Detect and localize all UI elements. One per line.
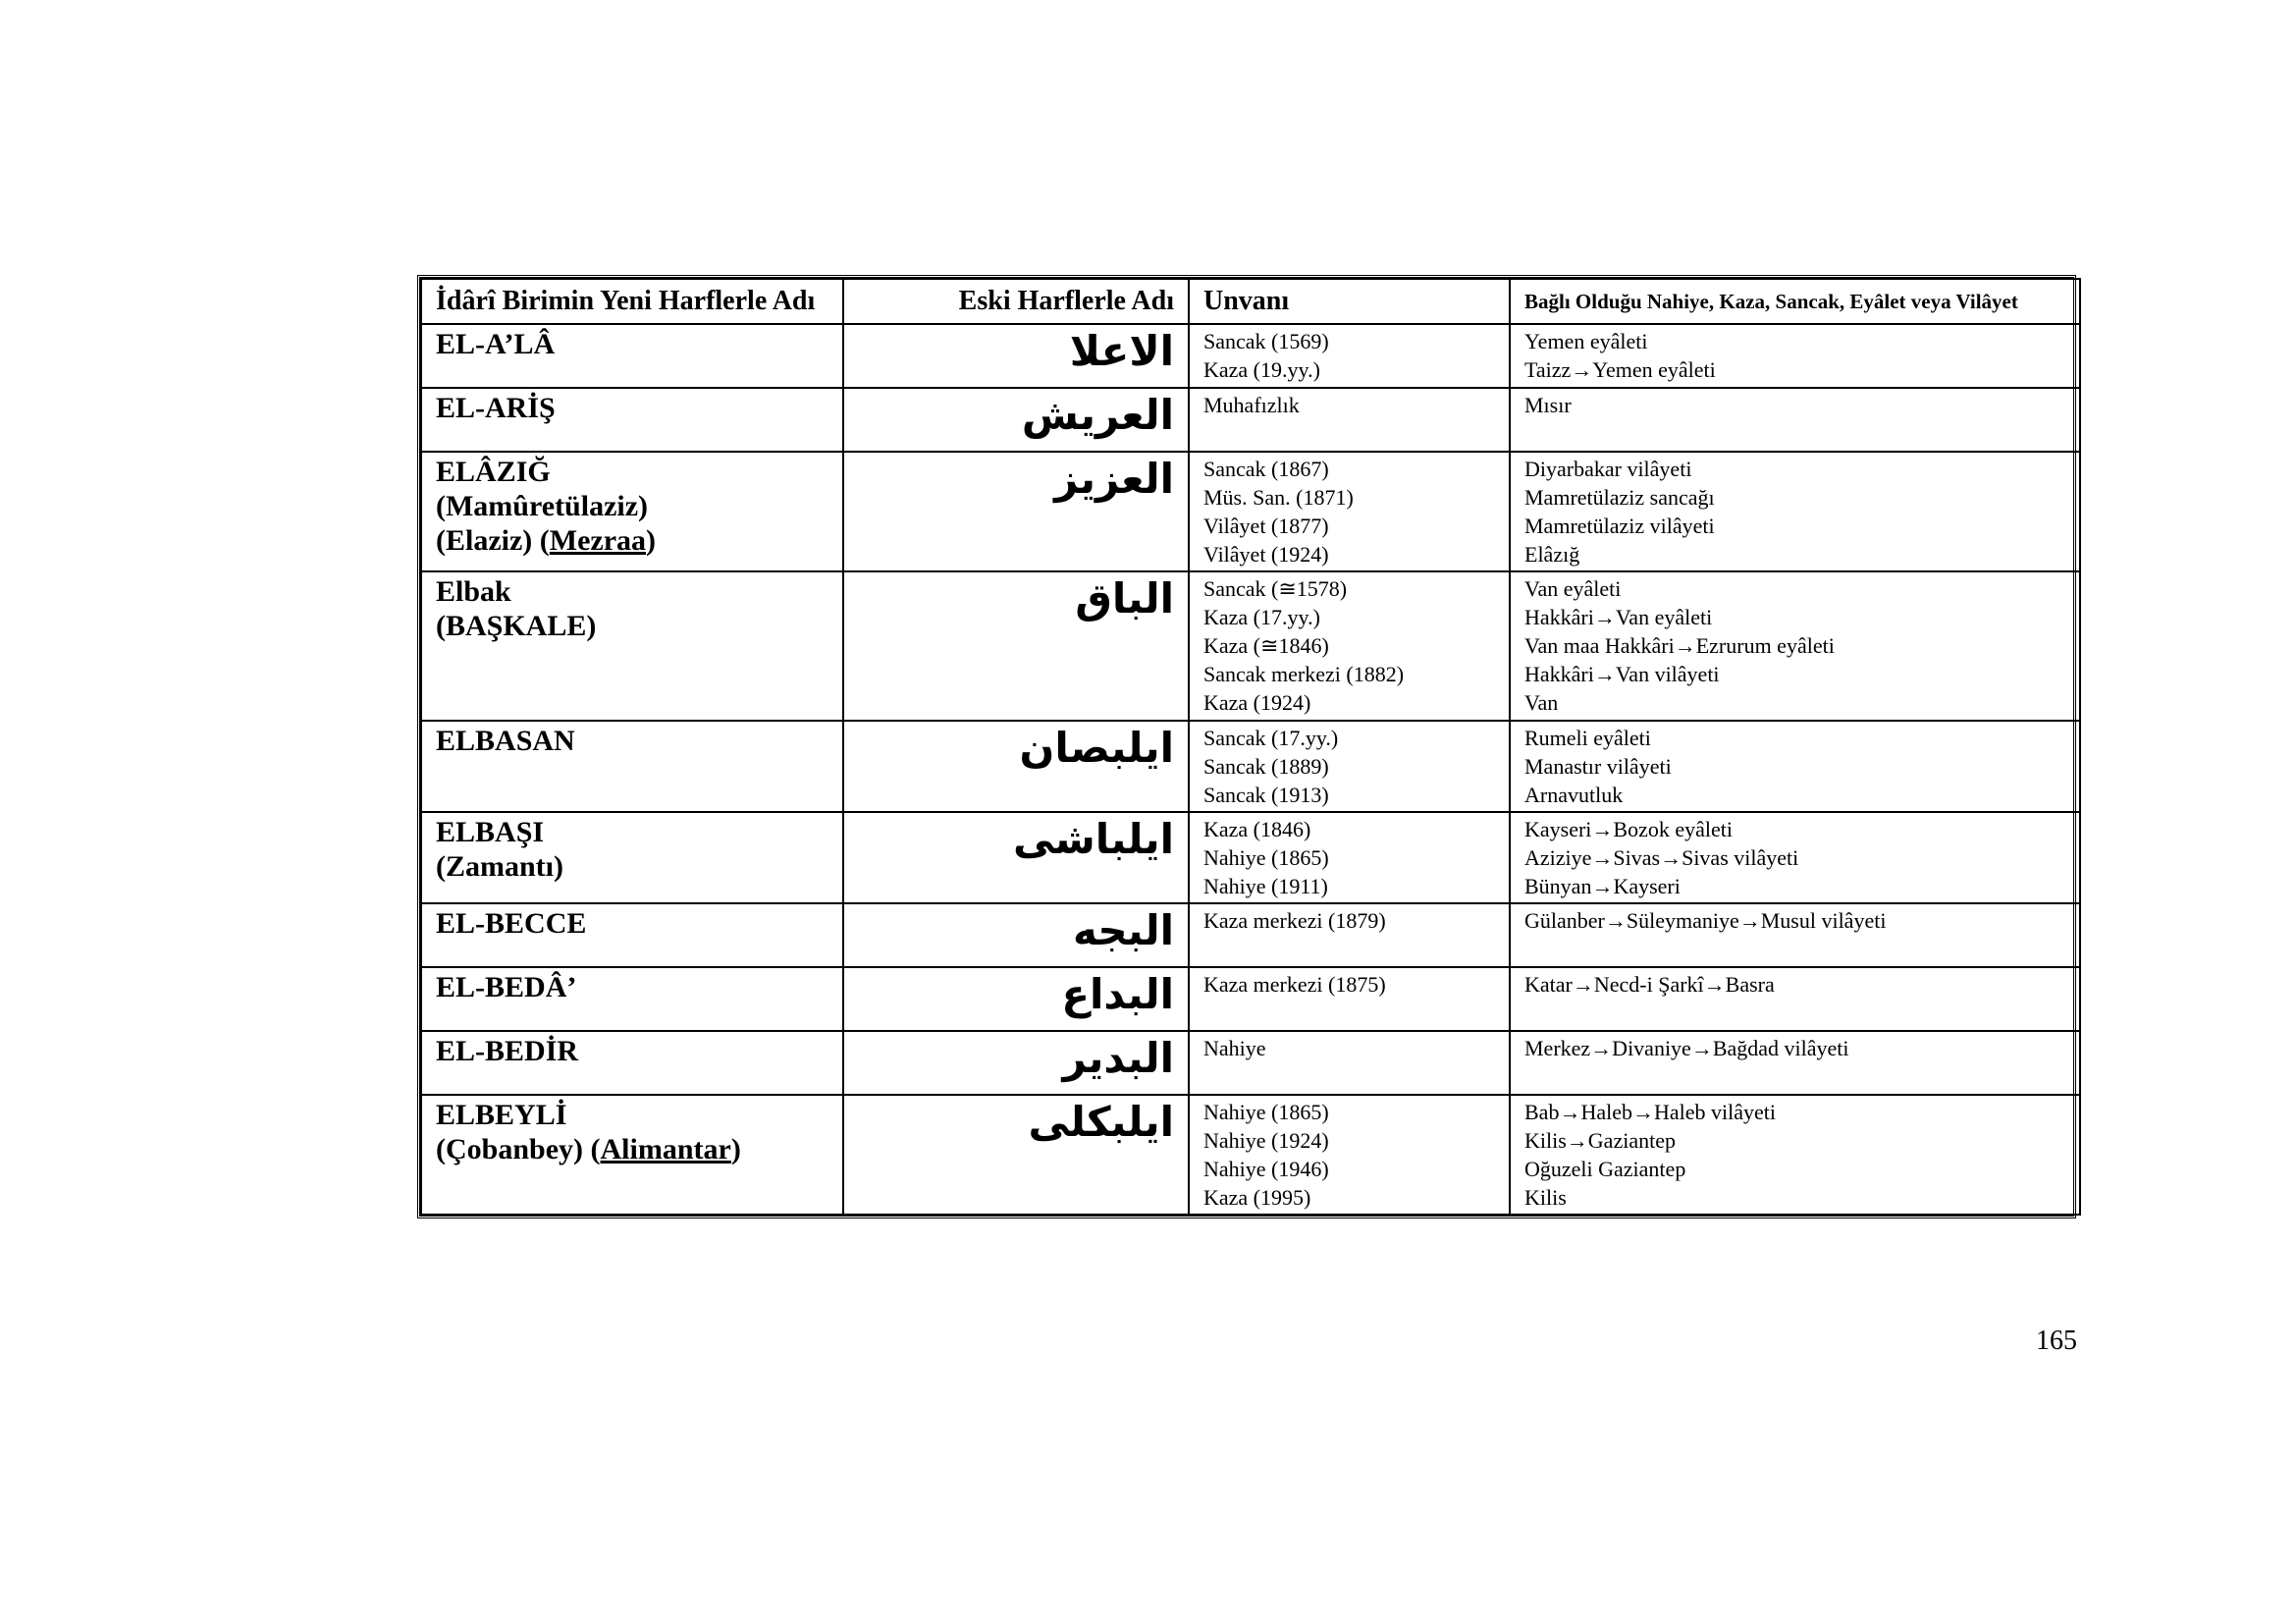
affiliation-line: Bab→Haleb→Haleb vilâyeti xyxy=(1524,1100,1776,1124)
name-line: EL-A’LÂ xyxy=(436,328,556,360)
title-line: Vilâyet (1924) xyxy=(1203,542,1329,567)
row-affiliation xyxy=(1510,812,2080,903)
row-affiliation xyxy=(1510,967,2080,1031)
affiliation-line: Kilis→Gaziantep xyxy=(1524,1128,1676,1153)
affiliation-line: Gülanber→Süleymaniye→Musul vilâyeti xyxy=(1524,908,1887,933)
name-tail-pre: (Çobanbey) ( xyxy=(436,1133,601,1165)
name-line: (Mamûretülaziz) xyxy=(436,490,649,522)
title-line: Sancak (1569) xyxy=(1203,329,1329,353)
title-line: Kaza (17.yy.) xyxy=(1203,605,1320,629)
title-line: Kaza (≅1846) xyxy=(1203,633,1329,658)
name-line xyxy=(436,523,828,558)
row-title xyxy=(1189,721,1510,812)
affiliation-line: Oğuzeli Gaziantep xyxy=(1524,1157,1686,1181)
name-line: EL-BEDİR xyxy=(436,1035,579,1067)
title-line: Kaza merkezi (1879) xyxy=(1203,908,1386,933)
title-line: Kaza (1995) xyxy=(1203,1185,1311,1210)
title-line: Nahiye (1911) xyxy=(1203,874,1328,898)
row-title xyxy=(1189,1095,1510,1215)
row-affiliation xyxy=(1510,571,2080,721)
affiliation-line: Mamretülaziz sancağı xyxy=(1524,485,1715,510)
title-line: Sancak (1913) xyxy=(1203,783,1329,807)
row-arabic-name: ايلباشى xyxy=(843,812,1189,903)
row-name xyxy=(421,324,843,388)
name-tail-post: ) xyxy=(646,524,657,557)
affiliation-line: Hakkâri→Van vilâyeti xyxy=(1524,662,1720,686)
affiliation-line: Van maa Hakkâri→Ezrurum eyâleti xyxy=(1524,633,1835,658)
row-arabic-name: البدير xyxy=(843,1031,1189,1095)
title-line: Sancak (1889) xyxy=(1203,754,1329,779)
row-title xyxy=(1189,812,1510,903)
row-arabic-name: العزيز xyxy=(843,452,1189,571)
row-title xyxy=(1189,903,1510,967)
affiliation-line: Katar→Necd-i Şarkî→Basra xyxy=(1524,972,1775,997)
name-line: Elbak xyxy=(436,575,511,608)
table-row xyxy=(421,324,2080,388)
table-row xyxy=(421,812,2080,903)
header-title: Unvanı xyxy=(1189,279,1510,324)
table-body xyxy=(421,324,2080,1215)
table-row xyxy=(421,1095,2080,1215)
row-affiliation xyxy=(1510,721,2080,812)
title-line: Nahiye (1865) xyxy=(1203,1100,1329,1124)
row-affiliation xyxy=(1510,388,2080,452)
name-line: EL-ARİŞ xyxy=(436,392,556,424)
title-line: Sancak merkezi (1882) xyxy=(1203,662,1405,686)
table-row xyxy=(421,452,2080,571)
table-header-row xyxy=(421,279,2080,324)
title-line: Kaza (1846) xyxy=(1203,817,1311,841)
name-tail-post: ) xyxy=(730,1133,741,1165)
row-name xyxy=(421,1095,843,1215)
affiliation-line: Arnavutluk xyxy=(1524,783,1624,807)
title-line: Sancak (17.yy.) xyxy=(1203,726,1339,750)
row-name xyxy=(421,812,843,903)
affiliation-line: Kayseri→Bozok eyâleti xyxy=(1524,817,1733,841)
name-line: (Zamantı) xyxy=(436,850,563,883)
table-row xyxy=(421,1031,2080,1095)
row-name xyxy=(421,903,843,967)
row-affiliation xyxy=(1510,452,2080,571)
header-affiliation: Bağlı Olduğu Nahiye, Kaza, Sancak, Eyâlet veya Vilâyet xyxy=(1510,279,2080,324)
affiliation-line: Van eyâleti xyxy=(1524,576,1622,601)
row-title xyxy=(1189,452,1510,571)
row-name xyxy=(421,1031,843,1095)
row-name xyxy=(421,452,843,571)
title-line: Kaza merkezi (1875) xyxy=(1203,972,1386,997)
affiliation-line: Yemen eyâleti xyxy=(1524,329,1648,353)
row-title xyxy=(1189,571,1510,721)
row-name xyxy=(421,571,843,721)
affiliation-line: Manastır vilâyeti xyxy=(1524,754,1672,779)
name-line: ELBEYLİ xyxy=(436,1099,567,1131)
row-title xyxy=(1189,1031,1510,1095)
row-name xyxy=(421,388,843,452)
row-title xyxy=(1189,388,1510,452)
name-line: ELBAŞI xyxy=(436,816,545,848)
title-line: Nahiye xyxy=(1203,1036,1266,1060)
table-row xyxy=(421,967,2080,1031)
name-tail-underlined: Mezraa xyxy=(549,524,647,557)
row-arabic-name: العريش xyxy=(843,388,1189,452)
affiliation-line: Bünyan→Kayseri xyxy=(1524,874,1681,898)
row-affiliation xyxy=(1510,1031,2080,1095)
title-line: Kaza (19.yy.) xyxy=(1203,357,1320,382)
table-row xyxy=(421,903,2080,967)
name-line: (BAŞKALE) xyxy=(436,610,597,642)
row-arabic-name: البجه xyxy=(843,903,1189,967)
affiliation-line: Rumeli eyâleti xyxy=(1524,726,1651,750)
affiliation-line: Merkez→Divaniye→Bağdad vilâyeti xyxy=(1524,1036,1849,1060)
name-line: EL-BECCE xyxy=(436,907,587,940)
title-line: Nahiye (1865) xyxy=(1203,845,1329,870)
row-affiliation xyxy=(1510,1095,2080,1215)
name-tail-pre: (Elaziz) ( xyxy=(436,524,550,557)
title-line: Nahiye (1946) xyxy=(1203,1157,1329,1181)
row-affiliation xyxy=(1510,903,2080,967)
title-line: Muhafızlık xyxy=(1203,393,1300,417)
title-line: Müs. San. (1871) xyxy=(1203,485,1354,510)
row-arabic-name: ايلبصان xyxy=(843,721,1189,812)
row-title xyxy=(1189,967,1510,1031)
title-line: Nahiye (1924) xyxy=(1203,1128,1329,1153)
name-line: EL-BEDÂ’ xyxy=(436,971,577,1003)
settlement-table xyxy=(417,275,2076,1218)
row-name xyxy=(421,967,843,1031)
affiliation-line: Kilis xyxy=(1524,1185,1567,1210)
title-line: Sancak (1867) xyxy=(1203,457,1329,481)
title-line: Sancak (≅1578) xyxy=(1203,576,1348,601)
affiliation-line: Van xyxy=(1524,690,1559,715)
affiliation-line: Mamretülaziz vilâyeti xyxy=(1524,514,1715,538)
name-line: ELÂZIĞ xyxy=(436,456,551,488)
table-row xyxy=(421,721,2080,812)
header-new-name: İdârî Birimin Yeni Harflerle Adı xyxy=(421,279,843,324)
row-arabic-name: البداع xyxy=(843,967,1189,1031)
name-line xyxy=(436,1132,828,1166)
affiliation-line: Diyarbakar vilâyeti xyxy=(1524,457,1692,481)
row-title xyxy=(1189,324,1510,388)
name-tail-underlined: Alimantar xyxy=(600,1133,731,1165)
affiliation-line: Taizz→Yemen eyâleti xyxy=(1524,357,1716,382)
affiliation-line: Elâzığ xyxy=(1524,542,1580,567)
table-row xyxy=(421,571,2080,721)
affiliation-line: Aziziye→Sivas→Sivas vilâyeti xyxy=(1524,845,1799,870)
affiliation-line: Hakkâri→Van eyâleti xyxy=(1524,605,1713,629)
title-line: Kaza (1924) xyxy=(1203,690,1311,715)
row-affiliation xyxy=(1510,324,2080,388)
name-line: ELBASAN xyxy=(436,725,575,757)
title-line: Vilâyet (1877) xyxy=(1203,514,1329,538)
affiliation-line: Mısır xyxy=(1524,393,1572,417)
header-old-name: Eski Harflerle Adı xyxy=(843,279,1189,324)
row-arabic-name: الاعلا xyxy=(843,324,1189,388)
row-name xyxy=(421,721,843,812)
row-arabic-name: الباق xyxy=(843,571,1189,721)
table-row xyxy=(421,388,2080,452)
page-number: 165 xyxy=(2036,1326,2077,1356)
row-arabic-name: ايلبكلى xyxy=(843,1095,1189,1215)
